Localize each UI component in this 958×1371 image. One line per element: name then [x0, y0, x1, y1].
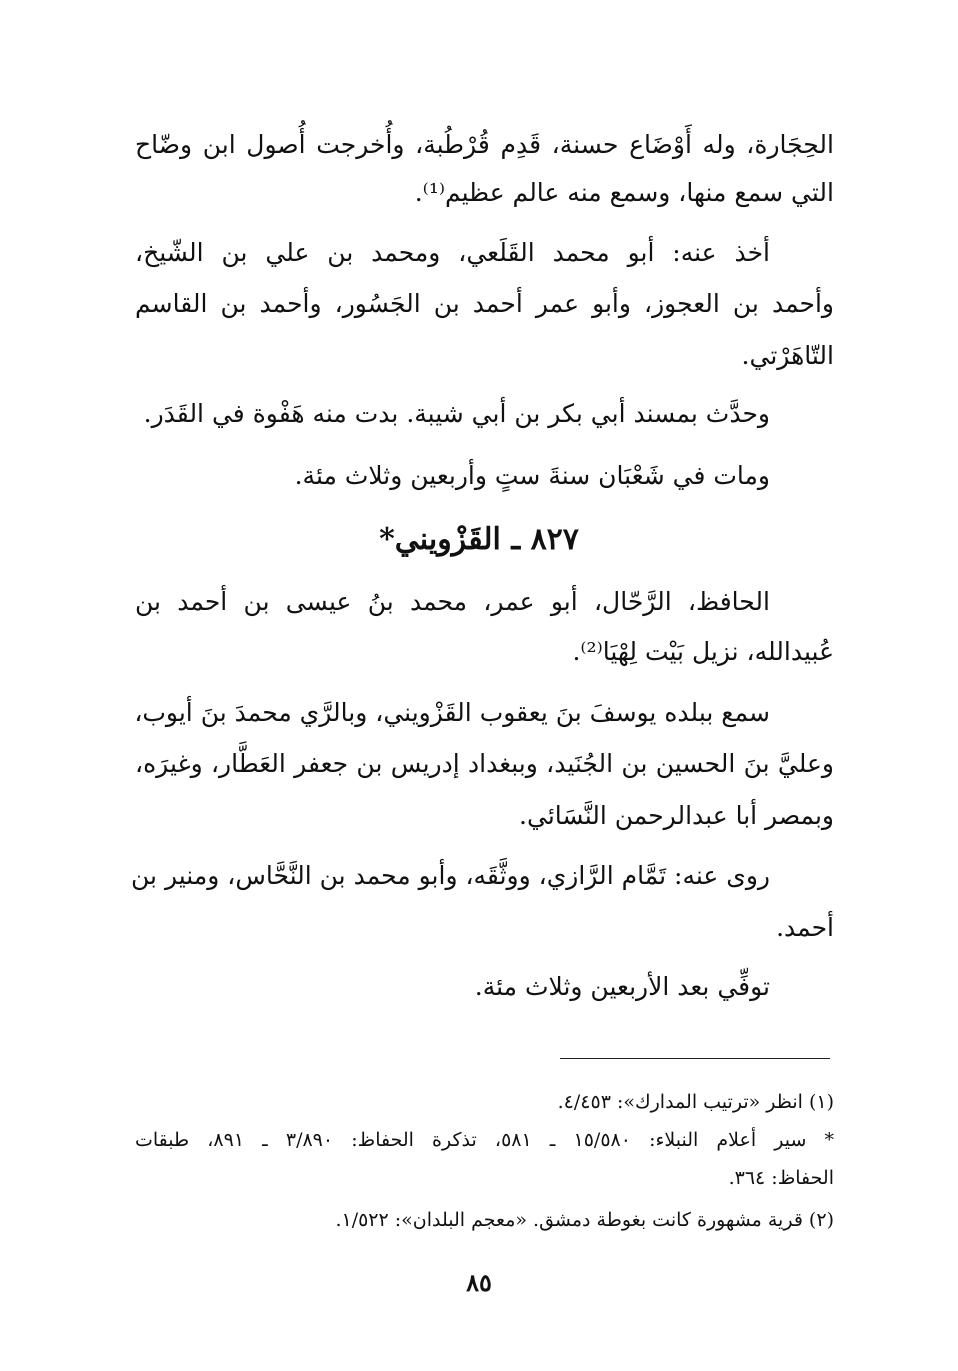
- body-line: وبمصر أبا عبدالرحمن النَّسَائي.: [519, 801, 834, 830]
- footnote-divider: [560, 1058, 830, 1059]
- body-line: سمع ببلده يوسفَ بنَ يعقوب القَزْويني، وبالرَّي محمدَ بنَ أيوب،: [134, 698, 770, 727]
- body-line: الحِجَارة، وله أَوْضَاع حسنة، قَدِم قُرْطُبة، وأُخرجت أُصول ابن وضّاح: [135, 130, 834, 159]
- body-line: عُبيدالله، نزيل بَيْت لِهْيَا⁽²⁾.: [572, 637, 834, 666]
- body-line: وعليَّ بنَ الحسين بن الجُنَيد، وببغداد إدريس بن جعفر العَطَّار، وغيرَه،: [135, 749, 834, 778]
- body-line: وحدَّث بمسند أبي بكر بن أبي شيبة. بدت منه هَفْوة في القَدَر.: [143, 399, 770, 428]
- body-line: التّاهَرْتي.: [741, 341, 834, 370]
- footnote-2: (٢) قرية مشهورة كانت بغوطة دمشق. «معجم البلدان»: ١/٥٢٢.: [335, 1209, 834, 1231]
- footnote-1: (١) انظر «ترتيب المدارك»: ٤/٤٥٣.: [557, 1091, 834, 1113]
- body-line: وأحمد بن العجوز، وأبو عمر أحمد بن الجَسُور، وأحمد بن القاسم: [135, 289, 834, 318]
- footnote-star-cont: الحفاظ: ٣٦٤.: [728, 1167, 834, 1189]
- body-line: ومات في شَعْبَان سنةَ ستٍ وأربعين وثلاث مئة.: [294, 461, 770, 490]
- body-line: التي سمع منها، وسمع منه عالم عظيم⁽¹⁾.: [414, 178, 834, 207]
- body-line: الحافظ، الرَّحّال، أبو عمر، محمد بنُ عيسى بن أحمد بن: [135, 587, 770, 616]
- body-line: توفِّي بعد الأربعين وثلاث مئة.: [474, 972, 770, 1001]
- entry-title: ٨٢٧ ـ القَزْويني*: [379, 522, 579, 557]
- footnote-star: * سير أعلام النبلاء: ١٥/٥٨٠ ـ ٥٨١، تذكرة الحفاظ: ٣/٨٩٠ ـ ٨٩١، طبقات: [135, 1129, 835, 1151]
- body-line: روى عنه: تَمَّام الرَّازي، ووثَّقَه، وأبو محمد بن النَّحَّاس، ومنير بن: [131, 861, 770, 890]
- page-number: ٨٥: [466, 1268, 492, 1297]
- body-line: أخذ عنه: أبو محمد القَلَعي، ومحمد بن علي بن الشّيخ،: [135, 238, 770, 267]
- body-line: أحمد.: [776, 913, 834, 942]
